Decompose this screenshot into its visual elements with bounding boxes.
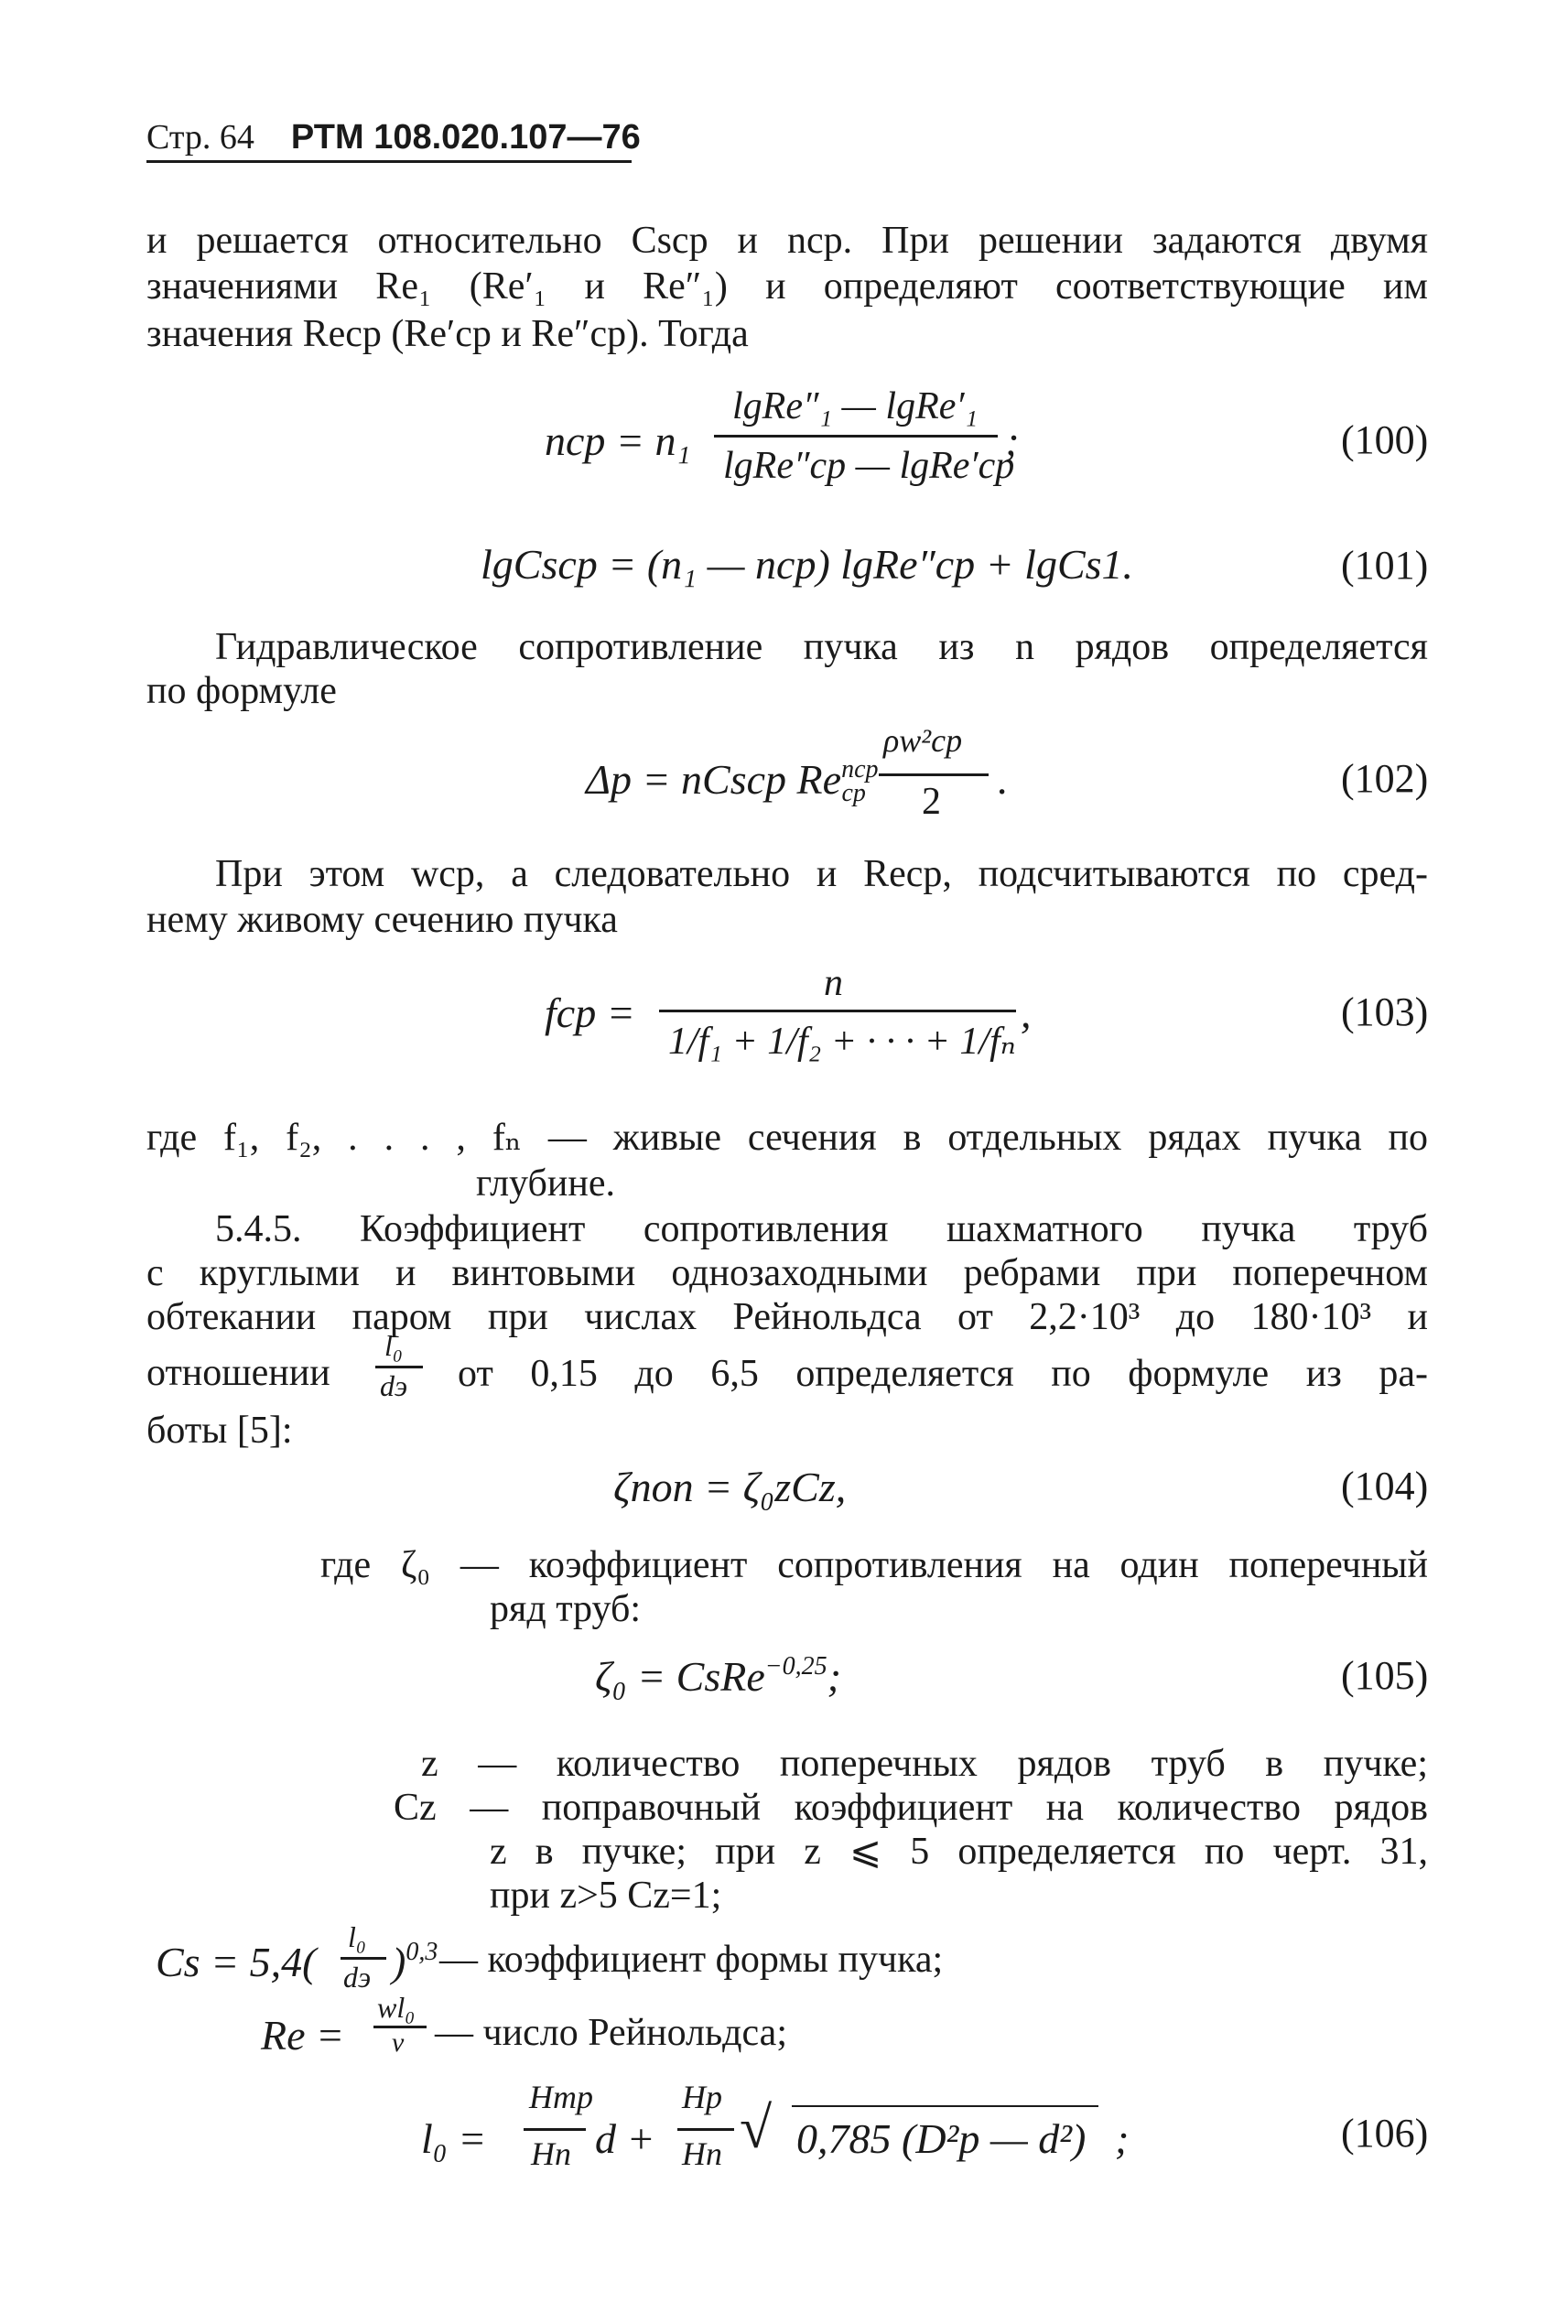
equation-102-denominator: 2: [922, 781, 941, 823]
re-numerator: wl₀: [377, 1991, 416, 2024]
equation-102-tail: .: [998, 756, 1009, 803]
equation-106-num2: Hр: [682, 2079, 722, 2115]
text-fragment: — коэффициент формы пучка;: [439, 1939, 944, 1981]
text-line: значения Reср (Re′ср и Re″ср). Тогда: [146, 313, 749, 355]
equation-101: lgCscp = (n₁ — nср) lgRe″ср + lgCs1.: [481, 541, 1134, 588]
text-line: z — количество поперечных рядов труб в пучке;: [421, 1743, 1428, 1785]
text-fragment: отношении: [146, 1352, 330, 1394]
equation-100-lhs: nср = n₁: [545, 417, 691, 464]
text-line: При этом wср, а следовательно и Reср, подсчитываются по сред-: [215, 853, 1428, 895]
fraction-bar: [879, 773, 989, 776]
text-line: где ζ₀ — коэффициент сопротивления на один поперечный: [320, 1544, 1428, 1586]
equation-103-tail: ,: [1021, 989, 1032, 1036]
equation-106-den1: Hп: [531, 2135, 571, 2172]
text-line: 5.4.5. Коэффициент сопротивления шахматного пучка труб: [215, 1208, 1428, 1250]
equation-103-lhs: fср =: [545, 989, 635, 1036]
equation-106-den2: Hп: [682, 2135, 722, 2172]
header-rule: [146, 160, 632, 163]
text-line: боты [5]:: [146, 1410, 293, 1452]
equation-number: (102): [1341, 756, 1429, 801]
equation-number: (105): [1341, 1653, 1429, 1698]
page-header: [146, 117, 641, 157]
equation-100-denominator: lgRe″ср — lgRe′ср: [723, 445, 1015, 487]
fraction-bar: [677, 2128, 734, 2131]
equation-105: ζ₀ = CsRe$^{-0,25}$;: [595, 1652, 841, 1700]
fraction-bar: [659, 1010, 1016, 1012]
equation-106-radicand: 0,785 (D²р — d²): [796, 2115, 1087, 2162]
square-root-sign: √: [740, 2095, 773, 2160]
text-line: по формуле: [146, 670, 337, 712]
text-line: Гидравлическое сопротивление пучка из n рядов определяется: [215, 626, 1428, 668]
cs-denominator: dэ: [343, 1961, 372, 1994]
fraction-bar: [375, 1366, 423, 1368]
page-number: Стр. 64: [146, 118, 254, 157]
text-line: и решается относительно Cscp и nср. При решении задаются двумя: [146, 220, 1428, 262]
cs-definition-lhs: Cs = 5,4(: [156, 1939, 317, 1985]
text-line: с круглыми и винтовыми однозаходными ребрами при поперечном: [146, 1252, 1428, 1294]
ratio-numerator: l₀: [384, 1329, 404, 1362]
ratio-denominator: dэ: [380, 1369, 408, 1402]
re-definition-lhs: Re =: [261, 2012, 345, 2059]
text-line: z в пучке; при z ⩽ 5 определяется по черт. 31,: [490, 1831, 1428, 1873]
equation-106-lhs: l₀ =: [421, 2115, 487, 2162]
equation-100-numerator: lgRe″₁ — lgRe′₁: [732, 385, 979, 427]
cs-numerator: l₀: [348, 1920, 367, 1953]
equation-103-denominator: 1/f₁ + 1/f₂ + · · · + 1/fₙ: [668, 1021, 1016, 1063]
radical-bar: [792, 2105, 1098, 2107]
equation-106-tail: ;: [1115, 2115, 1130, 2162]
fraction-bar: [524, 2128, 586, 2131]
text-line: обтекании паром при числах Рейнольдса от 2,2·10³ до 180·10³ и: [146, 1296, 1428, 1338]
equation-number: (106): [1341, 2111, 1429, 2156]
text-line: при z>5 Cz=1;: [490, 1875, 722, 1917]
text-line: где f₁, f₂, . . . , fₙ — живые сечения в отдельных рядах пучка по: [146, 1117, 1428, 1159]
document-code: РТМ 108.020.107—76: [290, 118, 641, 157]
text-line: значениями Re₁ (Re′₁ и Re″₁) и определяют соответствующие им: [146, 265, 1428, 308]
text-line: Cz — поправочный коэффициент на количество рядов: [394, 1787, 1428, 1829]
equation-number: (104): [1341, 1464, 1429, 1508]
equation-102-numerator: ρw²ср: [883, 722, 963, 759]
text-line: глубине.: [476, 1162, 615, 1205]
equation-106-num1: Hтр: [529, 2079, 593, 2115]
equation-103-numerator: n: [824, 962, 843, 1004]
text-line: от 0,15 до 6,5 определяется по формуле из ра-: [458, 1353, 1428, 1395]
equation-number: (101): [1341, 543, 1429, 588]
cs-definition-exp: )$^{0,3}$: [392, 1938, 438, 1985]
equation-number: (100): [1341, 417, 1429, 462]
text-line: ряд труб:: [490, 1588, 641, 1630]
fraction-bar: [714, 435, 998, 438]
text-fragment: — число Рейнольдса;: [435, 2012, 787, 2054]
re-denominator: ν: [392, 2027, 405, 2058]
equation-104: ζпоп = ζ₀zCz,: [613, 1464, 847, 1510]
fraction-bar: [341, 1957, 386, 1960]
equation-106-mid: d +: [595, 2115, 655, 2162]
equation-number: (103): [1341, 989, 1429, 1034]
equation-100-tail: ;: [1005, 417, 1020, 464]
text-line: нему живому сечению пучка: [146, 899, 618, 941]
equation-102-lhs: Δp = nCscp $Re^{nср}_{ср}$: [586, 755, 879, 807]
